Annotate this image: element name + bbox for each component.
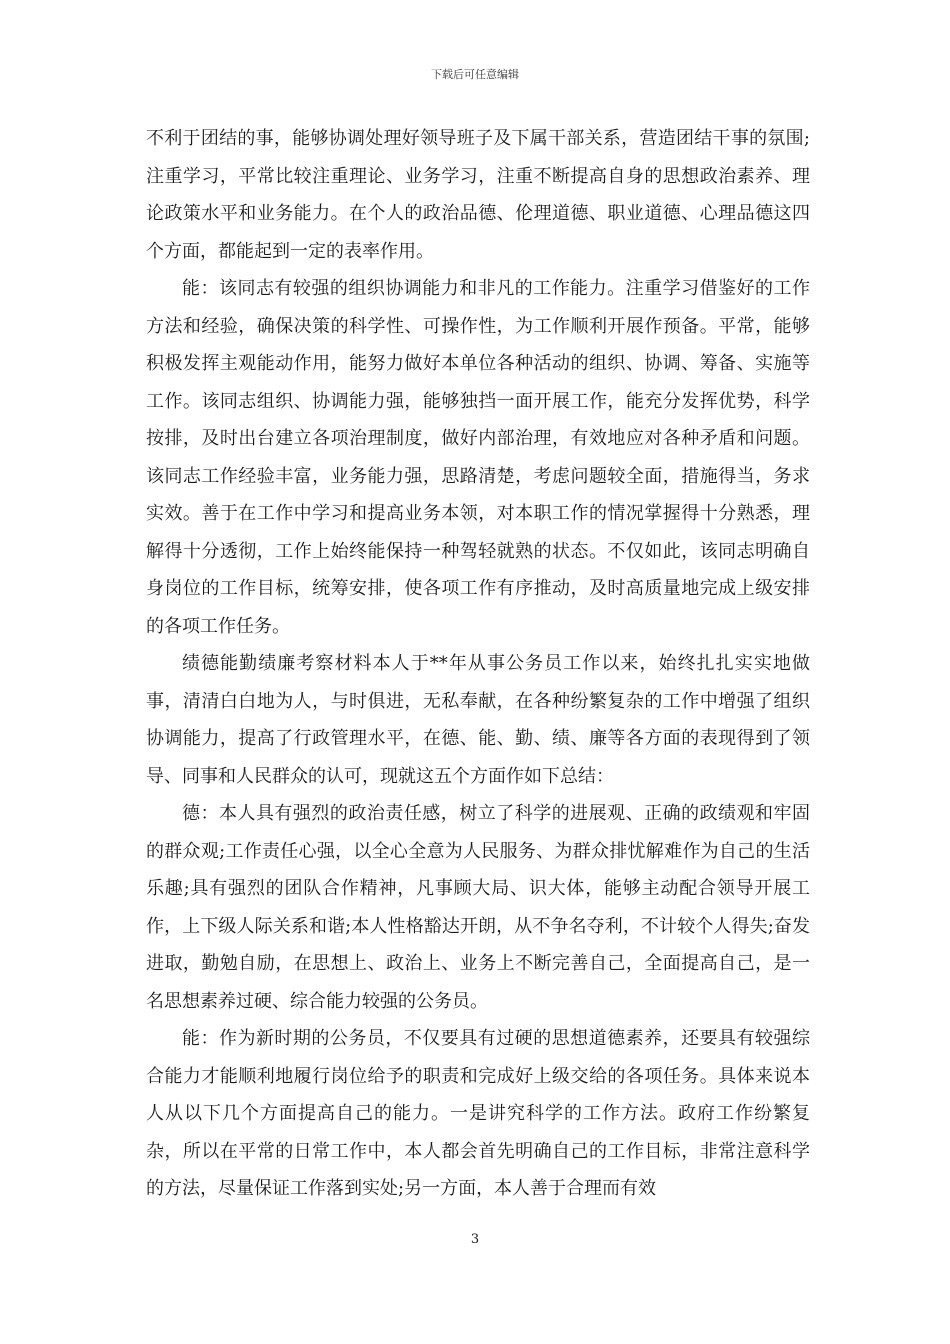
- paragraph-2: 能：该同志有较强的组织协调能力和非凡的工作能力。注重学习借鉴好的工作方法和经验，确保决策的科学性、可操作性，为工作顺利开展作预备。平常，能够积极发挥主观能动作用，能努力做好本单位各种活动的组织、协调、筹备、实施等工作。该同志组织、协调能力强，能够独挡一面开展工作，能充分发挥优势，科学按排，及时出台建立各项治理制度，做好内部治理，有效地应对各种矛盾和问题。该同志工作经验丰富，业务能力强，思路清楚，考虑问题较全面，措施得当，务求实效。善于在工作中学习和提高业务本领，对本职工作的情况掌握得十分熟悉，理解得十分透彻，工作上始终能保持一种驾轻就熟的状态。不仅如此，该同志明确自身岗位的工作目标，统筹安排，使各项工作有序推动，及时高质量地完成上级安排的各项工作任务。: [146, 278, 810, 637]
- page-number: 3: [470, 1232, 480, 1247]
- paragraph-3: 绩德能勤绩廉考察材料本人于**年从事公务员工作以来，始终扎扎实实地做事，清清白白地为人，与时俱进，无私奉献，在各种纷繁复杂的工作中增强了组织协调能力，提高了行政管理水平，在德、能、勤、绩、廉等各方面的表现得到了领导、同事和人民群众的认可，现就这五个方面作如下总结：: [146, 653, 810, 787]
- document-body: [146, 120, 810, 1208]
- page-header-note: 下载后可任意编辑: [431, 68, 519, 81]
- paragraph-1: 不利于团结的事，能够协调处理好领导班子及下属干部关系，营造团结干事的氛围;注重学习，平常比较注重理论、业务学习，注重不断提高自身的思想政治素养、理论政策水平和业务能力。在个人的政治品德、伦理道德、职业道德、心理品德这四个方面，都能起到一定的表率作用。: [146, 128, 810, 262]
- paragraph-4: 德：本人具有强烈的政治责任感，树立了科学的进展观、正确的政绩观和牢固的群众观;工作责任心强，以全心全意为人民服务、为群众排忧解难作为自己的生活乐趣;具有强烈的团队合作精神，凡事顾大局、识大体，能够主动配合领导开展工作，上下级人际关系和谐;本人性格豁达开朗，从不争名夺利，不计较个人得失;奋发进取，勤勉自励，在思想上、政治上、业务上不断完善自己，全面提高自己，是一名思想素养过硬、综合能力较强的公务员。: [146, 803, 810, 1012]
- paragraph-5: 能：作为新时期的公务员，不仅要具有过硬的思想道德素养，还要具有较强综合能力才能顺利地履行岗位给予的职责和完成好上级交给的各项任务。具体来说本人从以下几个方面提高自己的能力。一是讲究科学的工作方法。政府工作纷繁复杂，所以在平常的日常工作中，本人都会首先明确自己的工作目标，非常注意科学的方法，尽量保证工作落到实处;另一方面，本人善于合理而有效: [146, 1028, 810, 1199]
